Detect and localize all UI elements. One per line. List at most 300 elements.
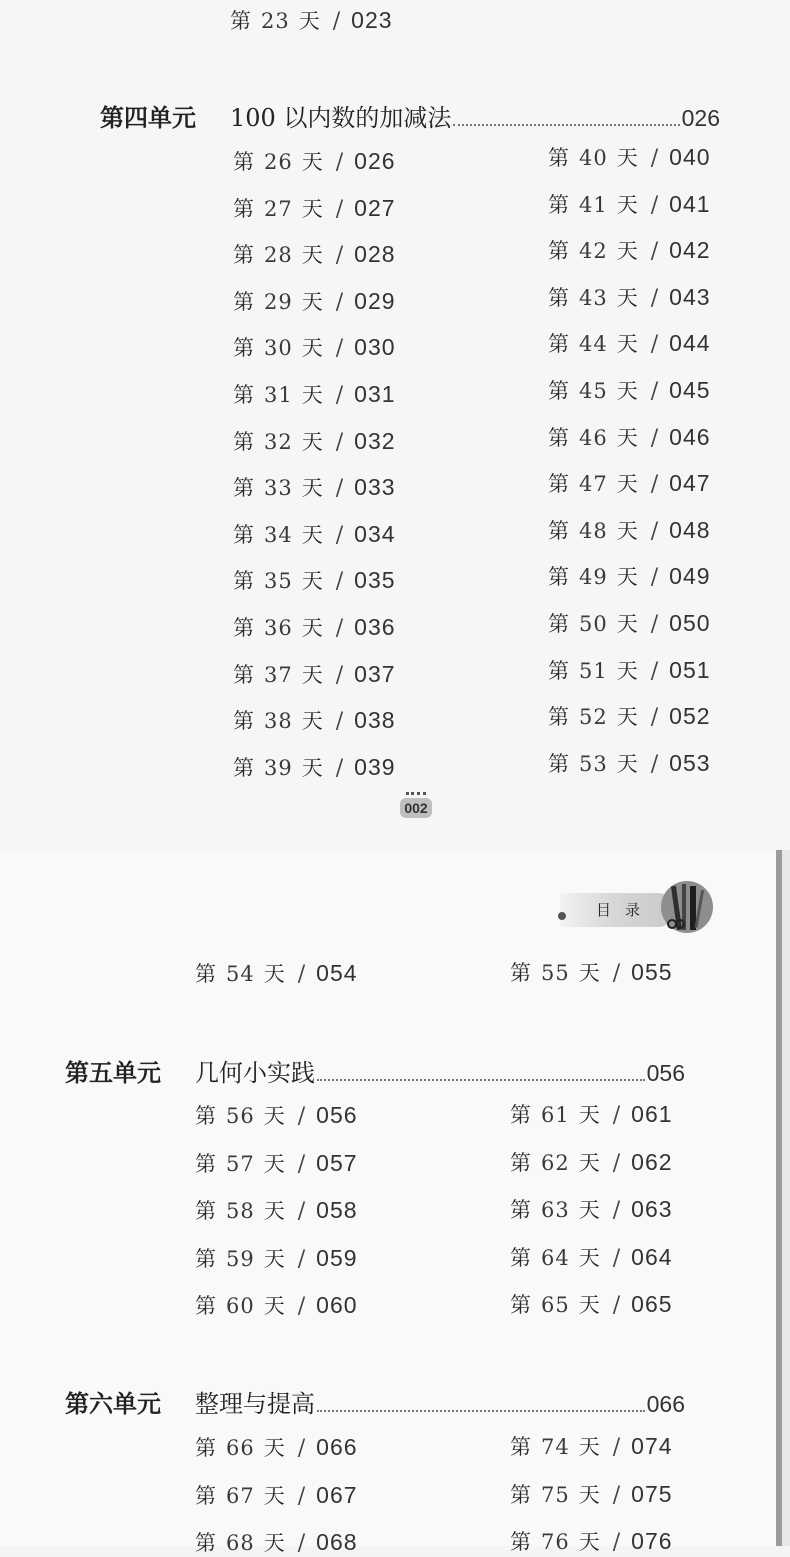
toc-entry[interactable]	[548, 608, 711, 638]
entry-day: 57	[226, 1151, 255, 1176]
entry-separator: /	[612, 1245, 622, 1271]
entry-prefix: 第	[230, 9, 252, 33]
entry-page: 045	[669, 377, 711, 403]
entry-page: 049	[669, 563, 711, 590]
entry-prefix: 第	[195, 1199, 217, 1223]
entry-day: 52	[579, 705, 608, 730]
entry-page: 043	[669, 283, 711, 310]
toc-entry[interactable]	[233, 146, 396, 176]
entry-page: 046	[669, 423, 711, 450]
entry-prefix: 第	[510, 1198, 532, 1222]
entry-page: 062	[631, 1148, 673, 1175]
toc-entry[interactable]	[195, 1527, 358, 1557]
entry-suffix: 天	[578, 1198, 601, 1222]
entry-prefix: 第	[510, 1293, 532, 1317]
entry-suffix: 天	[263, 1104, 286, 1128]
entry-suffix: 天	[616, 472, 639, 497]
entry-separator: /	[297, 1483, 307, 1509]
entry-separator: /	[335, 383, 345, 408]
toc-entry[interactable]	[195, 1480, 358, 1510]
toc-entry[interactable]	[233, 193, 396, 223]
entry-separator: /	[335, 196, 345, 222]
entry-prefix: 第	[548, 658, 570, 683]
entry-separator: /	[297, 1246, 307, 1272]
entry-page: 036	[354, 614, 396, 640]
entry-suffix: 天	[616, 192, 639, 217]
entry-separator: /	[650, 239, 660, 265]
entry-separator: /	[650, 565, 660, 591]
entry-prefix: 第	[233, 755, 255, 780]
entry-prefix: 第	[233, 196, 255, 221]
stationery-icon	[660, 880, 714, 936]
entry-day: 48	[579, 518, 608, 543]
entry-day: 34	[264, 522, 293, 547]
entry-day: 26	[264, 150, 293, 174]
entry-page: 068	[316, 1529, 358, 1555]
entry-prefix: 第	[548, 425, 570, 450]
toc-entry[interactable]	[233, 426, 396, 456]
toc-entry[interactable]	[233, 612, 396, 642]
entry-page: 050	[669, 610, 711, 636]
entry-page: 059	[316, 1244, 358, 1271]
entry-day: 44	[579, 332, 608, 357]
entry-page: 041	[669, 190, 711, 217]
entry-suffix: 天	[578, 1245, 601, 1270]
toc-header-label: 目录	[596, 901, 655, 919]
entry-page: 048	[669, 516, 711, 543]
entry-day: 35	[264, 569, 293, 594]
toc-entry[interactable]	[548, 748, 711, 778]
entry-suffix: 天	[616, 705, 639, 730]
entry-day: 59	[226, 1246, 255, 1271]
toc-entry[interactable]	[548, 375, 711, 405]
entry-page: 034	[354, 520, 396, 547]
entry-day: 58	[226, 1199, 255, 1223]
entry-prefix: 第	[510, 1150, 532, 1175]
entry-prefix: 第	[233, 569, 255, 594]
entry-separator: /	[297, 1294, 307, 1319]
entry-separator: /	[335, 522, 345, 548]
toc-entry[interactable]	[548, 235, 711, 265]
entry-prefix: 第	[548, 285, 570, 310]
entry-separator: /	[650, 705, 660, 731]
entry-day: 56	[226, 1104, 255, 1128]
page-number: 002	[400, 798, 432, 818]
entry-page: 030	[354, 334, 396, 361]
toc-entry[interactable]	[548, 189, 711, 219]
toc-entry[interactable]	[548, 328, 711, 358]
entry-separator: /	[335, 243, 345, 269]
entry-day: 40	[579, 146, 608, 170]
entry-page: 032	[354, 427, 396, 454]
entry-day: 65	[541, 1293, 570, 1317]
entry-suffix: 天	[301, 709, 324, 734]
entry-day: 74	[541, 1435, 570, 1459]
entry-day: 76	[541, 1530, 570, 1554]
entry-suffix: 天	[616, 518, 639, 543]
unit-page: 026	[681, 105, 720, 131]
entry-separator: /	[335, 289, 345, 315]
entry-page: 053	[669, 749, 711, 776]
entry-day: 64	[541, 1245, 570, 1270]
entry-prefix: 第	[195, 1104, 217, 1128]
entry-suffix: 天	[616, 565, 639, 590]
entry-page: 054	[316, 960, 358, 986]
entry-prefix: 第	[233, 476, 255, 501]
entry-page: 044	[669, 330, 711, 357]
entry-suffix: 天	[578, 1293, 601, 1317]
page-edge-shadow	[782, 850, 790, 1546]
entry-separator: /	[612, 1530, 622, 1555]
entry-page: 055	[631, 959, 673, 985]
entry-page: 061	[631, 1101, 673, 1127]
entry-day: 27	[264, 196, 293, 221]
entry-page: 051	[669, 656, 711, 683]
entry-day: 75	[541, 1482, 570, 1507]
entry-prefix: 第	[233, 150, 255, 174]
unit-title: 整理与提高	[195, 1390, 315, 1418]
entry-separator: /	[335, 336, 345, 362]
entry-prefix: 第	[233, 616, 255, 640]
toc-entry[interactable]	[195, 1290, 358, 1320]
toc-entry[interactable]	[510, 1289, 673, 1319]
toc-entry[interactable]	[510, 1479, 673, 1509]
unit-heading-5[interactable]	[65, 1053, 685, 1087]
toc-entry[interactable]	[195, 1148, 358, 1178]
entry-suffix: 天	[301, 569, 324, 594]
entry-suffix: 天	[301, 336, 324, 361]
entry-separator: /	[335, 662, 345, 688]
entry-day: 67	[226, 1483, 255, 1508]
entry-prefix: 第	[195, 1531, 217, 1555]
entry-separator: /	[612, 961, 622, 986]
entry-page: 066	[316, 1434, 358, 1460]
entry-page: 040	[669, 144, 711, 170]
entry-day: 60	[226, 1294, 255, 1318]
unit-heading-6[interactable]	[65, 1384, 685, 1418]
entry-suffix: 天	[263, 1246, 286, 1271]
toc-entry[interactable]	[548, 561, 711, 591]
entry-suffix: 天	[263, 1483, 286, 1508]
toc-entry[interactable]	[230, 5, 393, 35]
entry-day: 46	[579, 425, 608, 450]
entry-separator: /	[612, 1103, 622, 1128]
entry-separator: /	[332, 9, 342, 34]
entry-day: 39	[264, 755, 293, 780]
entry-separator: /	[335, 150, 345, 175]
toc-entry[interactable]	[548, 701, 711, 731]
toc-entry[interactable]	[233, 332, 396, 362]
entry-separator: /	[612, 1482, 622, 1508]
entry-prefix: 第	[195, 1436, 217, 1460]
entry-suffix: 天	[263, 1294, 286, 1318]
unit-heading-4[interactable]	[100, 98, 720, 132]
entry-page: 056	[316, 1102, 358, 1128]
entry-suffix: 天	[616, 285, 639, 310]
entry-page: 026	[354, 148, 396, 174]
entry-separator: /	[297, 1151, 307, 1177]
entry-day: 37	[264, 662, 293, 687]
entry-day: 61	[541, 1103, 570, 1127]
entry-page: 076	[631, 1528, 673, 1554]
entry-day: 41	[579, 192, 608, 217]
entry-separator: /	[650, 658, 660, 684]
unit-title: 100 以内数的加减法	[230, 104, 452, 132]
entry-separator: /	[335, 569, 345, 595]
toc-entry[interactable]	[510, 1242, 673, 1272]
entry-separator: /	[650, 425, 660, 451]
entry-separator: /	[650, 285, 660, 311]
entry-day: 47	[579, 472, 608, 497]
entry-suffix: 天	[263, 1199, 286, 1223]
entry-suffix: 天	[263, 1436, 286, 1460]
entry-suffix: 天	[616, 612, 639, 636]
entry-separator: /	[612, 1150, 622, 1176]
toc-entry[interactable]	[510, 1526, 673, 1556]
entry-suffix: 天	[616, 146, 639, 170]
entry-page: 035	[354, 567, 396, 594]
entry-page: 042	[669, 237, 711, 264]
leader-dots	[317, 1409, 645, 1412]
toc-entry[interactable]	[195, 958, 358, 988]
entry-page: 023	[351, 7, 393, 33]
entry-separator: /	[297, 1199, 307, 1224]
entry-prefix: 第	[510, 1482, 532, 1507]
entry-prefix: 第	[233, 709, 255, 734]
entry-day: 33	[264, 476, 293, 501]
entry-suffix: 天	[301, 476, 324, 501]
toc-entry[interactable]	[510, 1099, 673, 1129]
entry-page: 031	[354, 381, 396, 407]
entry-prefix: 第	[510, 1245, 532, 1270]
entry-suffix: 天	[578, 1150, 601, 1175]
entry-prefix: 第	[233, 522, 255, 547]
entry-prefix: 第	[510, 1103, 532, 1127]
entry-prefix: 第	[548, 518, 570, 543]
entry-separator: /	[335, 709, 345, 735]
entry-separator: /	[335, 476, 345, 502]
entry-suffix: 天	[263, 1531, 286, 1555]
entry-separator: /	[612, 1293, 622, 1318]
entry-suffix: 天	[263, 1151, 286, 1176]
entry-prefix: 第	[548, 239, 570, 264]
entry-day: 55	[541, 961, 570, 985]
entry-separator: /	[612, 1198, 622, 1223]
entry-day: 43	[579, 285, 608, 310]
entry-suffix: 天	[616, 751, 639, 776]
entry-suffix: 天	[301, 522, 324, 547]
toc-entry[interactable]	[548, 515, 711, 545]
entry-page: 037	[354, 660, 396, 687]
entry-prefix: 第	[233, 383, 255, 407]
entry-prefix: 第	[548, 565, 570, 590]
entry-prefix: 第	[510, 961, 532, 985]
entry-day: 45	[579, 379, 608, 403]
entry-suffix: 天	[301, 383, 324, 407]
entry-prefix: 第	[548, 332, 570, 357]
entry-suffix: 天	[578, 1435, 601, 1459]
entry-separator: /	[650, 472, 660, 498]
unit-name: 第四单元	[100, 103, 196, 132]
leader-dots	[453, 123, 679, 126]
entry-prefix: 第	[195, 1294, 217, 1318]
entry-separator: /	[335, 616, 345, 641]
entry-day: 31	[264, 383, 293, 407]
toc-entry[interactable]	[195, 1195, 358, 1225]
entry-prefix: 第	[510, 1435, 532, 1459]
toc-entry[interactable]	[195, 1432, 358, 1462]
entry-page: 067	[316, 1481, 358, 1508]
entry-day: 38	[264, 709, 293, 734]
entry-separator: /	[650, 146, 660, 171]
entry-page: 058	[316, 1197, 358, 1223]
toc-entry[interactable]	[510, 1147, 673, 1177]
entry-prefix: 第	[548, 612, 570, 636]
entry-day: 30	[264, 336, 293, 361]
toc-entry[interactable]	[510, 957, 673, 987]
toc-entry[interactable]	[233, 379, 396, 409]
entry-suffix: 天	[301, 662, 324, 687]
entry-page: 064	[631, 1243, 673, 1270]
entry-prefix: 第	[548, 192, 570, 217]
toc-entry[interactable]	[510, 1194, 673, 1224]
entry-day: 63	[541, 1198, 570, 1222]
entry-prefix: 第	[195, 1151, 217, 1176]
entry-page: 057	[316, 1149, 358, 1176]
entry-suffix: 天	[616, 379, 639, 403]
toc-entry[interactable]	[233, 519, 396, 549]
entry-separator: /	[650, 192, 660, 218]
toc-entry[interactable]	[195, 1243, 358, 1273]
toc-entry[interactable]	[233, 752, 396, 782]
entry-separator: /	[650, 751, 660, 777]
toc-entry[interactable]	[233, 472, 396, 502]
entry-separator: /	[297, 1531, 307, 1556]
entry-prefix: 第	[195, 1483, 217, 1508]
toc-entry[interactable]	[233, 286, 396, 316]
entry-day: 42	[579, 239, 608, 264]
entry-suffix: 天	[616, 239, 639, 264]
entry-day: 28	[264, 243, 293, 268]
entry-suffix: 天	[301, 755, 324, 780]
entry-separator: /	[650, 379, 660, 404]
entry-day: 54	[226, 962, 255, 986]
entry-prefix: 第	[510, 1530, 532, 1554]
entry-suffix: 天	[301, 196, 324, 221]
unit-page: 066	[646, 1391, 685, 1417]
entry-page: 038	[354, 707, 396, 734]
entry-suffix: 天	[616, 425, 639, 450]
entry-suffix: 天	[301, 429, 324, 454]
toc-entry[interactable]	[548, 468, 711, 498]
entry-page: 033	[354, 474, 396, 501]
entry-day: 50	[579, 612, 608, 636]
entry-day: 29	[264, 289, 293, 314]
entry-page: 065	[631, 1291, 673, 1317]
entry-separator: /	[650, 612, 660, 637]
entry-day: 23	[261, 9, 290, 33]
toc-entry[interactable]	[233, 565, 396, 595]
entry-prefix: 第	[548, 705, 570, 730]
entry-separator: /	[650, 332, 660, 358]
entry-suffix: 天	[263, 962, 286, 986]
entry-separator: /	[335, 755, 345, 781]
entry-separator: /	[297, 1104, 307, 1129]
entry-day: 36	[264, 616, 293, 640]
toc-entry[interactable]	[548, 422, 711, 452]
toc-entry[interactable]	[510, 1431, 673, 1461]
entry-page: 052	[669, 703, 711, 730]
unit-name: 第六单元	[65, 1389, 161, 1418]
entry-prefix: 第	[548, 379, 570, 403]
entry-suffix: 天	[578, 961, 601, 985]
entry-suffix: 天	[301, 243, 324, 268]
toc-entry[interactable]	[195, 1100, 358, 1130]
entry-day: 51	[579, 658, 608, 683]
entry-prefix: 第	[233, 429, 255, 454]
entry-separator: /	[335, 429, 345, 455]
entry-day: 62	[541, 1150, 570, 1175]
entry-separator: /	[297, 962, 307, 987]
entry-suffix: 天	[578, 1482, 601, 1507]
toc-entry[interactable]	[233, 705, 396, 735]
entry-prefix: 第	[548, 146, 570, 170]
entry-page: 039	[354, 753, 396, 780]
entry-day: 53	[579, 751, 608, 776]
toc-entry[interactable]	[548, 282, 711, 312]
page-edge	[776, 850, 782, 1546]
entry-page: 060	[316, 1292, 358, 1318]
entry-prefix: 第	[548, 472, 570, 497]
entry-page: 063	[631, 1196, 673, 1222]
entry-prefix: 第	[233, 243, 255, 268]
entry-page: 027	[354, 194, 396, 221]
entry-page: 047	[669, 470, 711, 497]
entry-page: 029	[354, 287, 396, 314]
entry-page: 028	[354, 241, 396, 268]
unit-title: 几何小实践	[195, 1059, 315, 1087]
entry-separator: /	[650, 518, 660, 544]
entry-day: 49	[579, 565, 608, 590]
entry-day: 66	[226, 1436, 255, 1460]
entry-suffix: 天	[301, 616, 324, 640]
toc-entry[interactable]	[233, 239, 396, 269]
entry-suffix: 天	[616, 658, 639, 683]
entry-prefix: 第	[195, 962, 217, 986]
bullet-icon	[558, 912, 566, 920]
entry-suffix: 天	[301, 150, 324, 174]
unit-name: 第五单元	[65, 1058, 161, 1087]
entry-prefix: 第	[195, 1246, 217, 1271]
entry-separator: /	[612, 1435, 622, 1460]
toc-entry[interactable]	[548, 655, 711, 685]
leader-dots	[317, 1078, 645, 1081]
entry-page: 074	[631, 1433, 673, 1459]
entry-separator: /	[297, 1436, 307, 1461]
entry-prefix: 第	[233, 289, 255, 314]
unit-page: 056	[646, 1060, 685, 1086]
toc-entry[interactable]	[233, 659, 396, 689]
entry-suffix: 天	[578, 1530, 601, 1554]
entry-prefix: 第	[233, 662, 255, 687]
entry-page: 075	[631, 1480, 673, 1507]
entry-day: 32	[264, 429, 293, 454]
entry-suffix: 天	[616, 332, 639, 357]
entry-suffix: 天	[301, 289, 324, 314]
toc-entry[interactable]	[548, 142, 711, 172]
entry-suffix: 天	[298, 9, 321, 33]
entry-prefix: 第	[548, 751, 570, 776]
